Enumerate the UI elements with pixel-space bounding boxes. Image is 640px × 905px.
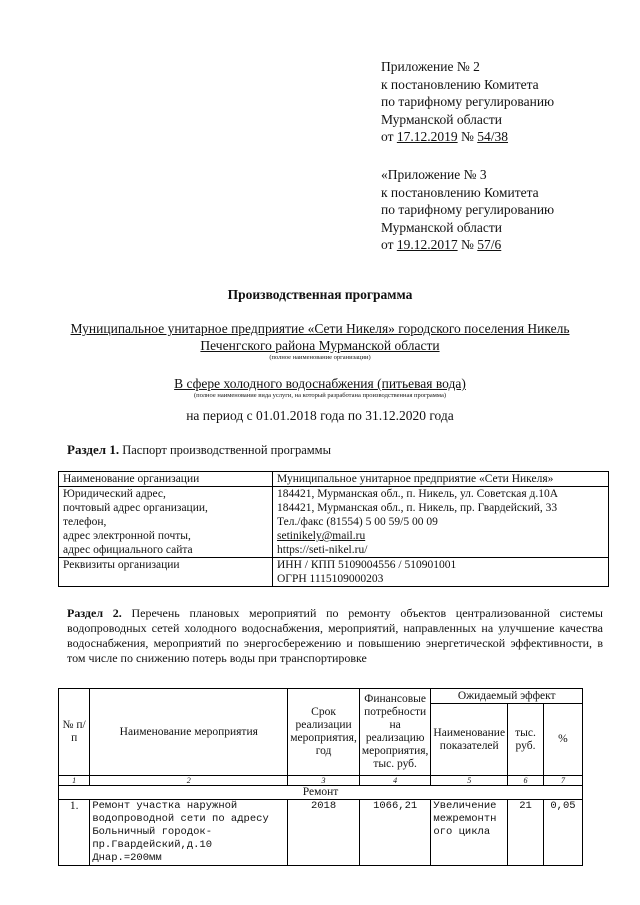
program-period: на период с 01.01.2018 года по 31.12.2020 года bbox=[186, 408, 454, 423]
organization-caption: (полное наименование организации) bbox=[269, 354, 371, 361]
index-cell: 5 bbox=[431, 776, 508, 786]
appendix-3-line3: по тарифному регулированию bbox=[381, 202, 555, 217]
header-percent: % bbox=[543, 704, 582, 776]
appendix-2-num-prefix: № bbox=[460, 129, 474, 144]
header-term: Срок реализации мероприятия, год bbox=[288, 689, 360, 776]
table-header-row bbox=[59, 689, 583, 704]
service-sphere: В сфере холодного водоснабжения (питьевая вода) bbox=[174, 376, 466, 391]
index-cell: 4 bbox=[359, 776, 431, 786]
section-1-heading bbox=[67, 442, 331, 458]
legal-address: 184421, Мурманская обл., п. Никель, ул. Советская д.10А bbox=[277, 488, 559, 500]
header-num: № п/п bbox=[59, 689, 90, 776]
appendix-3-line1: «Приложение № 3 bbox=[381, 167, 487, 182]
sphere-block bbox=[40, 376, 600, 400]
appendix-3-date-prefix: от bbox=[381, 237, 394, 252]
plan-table bbox=[58, 688, 583, 866]
table-group-row bbox=[59, 786, 583, 800]
service-sphere-caption: (полное наименование вида услуги, на который разработана производственная программа) bbox=[194, 392, 446, 399]
contacts-values bbox=[273, 487, 609, 558]
table-row bbox=[59, 487, 609, 558]
organization-name-line1: Муниципальное унитарное предприятие «Сети Никеля» городского поселения Никель bbox=[70, 321, 570, 336]
row-name-line: Больничный городок- bbox=[92, 826, 213, 838]
requisites-values bbox=[273, 558, 609, 587]
row-indicator-line: ого цикла bbox=[433, 826, 491, 838]
header-finance: Финансовые потребности на реализацию мероприятия, тыс. руб. bbox=[359, 689, 431, 776]
section-1-label: Раздел 1. bbox=[67, 442, 120, 457]
org-name-value: Муниципальное унитарное предприятие «Сети Никеля» bbox=[273, 472, 609, 487]
index-cell: 1 bbox=[59, 776, 90, 786]
requisites-label: Реквизиты организации bbox=[59, 558, 273, 587]
row-indicators bbox=[431, 800, 508, 866]
appendix-2-date-line bbox=[381, 128, 554, 146]
inn-kpp: ИНН / КПП 5109004556 / 510901001 bbox=[277, 559, 457, 571]
row-name-line: Ремонт участка наружной bbox=[92, 800, 238, 812]
organization-block bbox=[40, 320, 600, 362]
appendix-2-line1: Приложение № 2 bbox=[381, 59, 480, 74]
appendix-3-number: 57/6 bbox=[477, 237, 502, 252]
appendix-2-line4: Мурманской области bbox=[381, 111, 502, 127]
table-index-row bbox=[59, 776, 583, 786]
section-2-label: Раздел 2. bbox=[67, 606, 122, 620]
website-link[interactable]: https://seti-nikel.ru/ bbox=[277, 544, 368, 556]
header-thousand: тыс. руб. bbox=[508, 704, 544, 776]
org-name-label: Наименование организации bbox=[59, 472, 273, 487]
row-term: 2018 bbox=[288, 800, 360, 866]
contacts-label: адрес электронной почты, bbox=[63, 530, 191, 542]
header-effect: Ожидаемый эффект bbox=[431, 689, 583, 704]
section-1-text: Паспорт производственной программы bbox=[122, 443, 331, 457]
contacts-label: почтовый адрес организации, bbox=[63, 502, 208, 514]
index-cell: 6 bbox=[508, 776, 544, 786]
header-name: Наименование мероприятия bbox=[90, 689, 288, 776]
index-cell: 2 bbox=[90, 776, 288, 786]
appendix-2-block bbox=[381, 58, 554, 146]
row-name-line: пр.Гвардейский,д.10 Днар.=200мм bbox=[92, 839, 213, 864]
passport-table bbox=[58, 471, 609, 587]
row-thousand: 21 bbox=[508, 800, 544, 866]
phone: Тел./факс (81554) 5 00 59/5 00 09 bbox=[277, 516, 438, 528]
appendix-2-line3: по тарифному регулированию bbox=[381, 94, 555, 109]
section-2-heading bbox=[67, 606, 603, 666]
contacts-label: Юридический адрес, bbox=[63, 488, 166, 500]
contacts-label: адрес официального сайта bbox=[63, 544, 193, 556]
appendix-3-date-line bbox=[381, 236, 554, 254]
header-indicators: Наименование показателей bbox=[431, 704, 508, 776]
row-percent: 0,05 bbox=[543, 800, 582, 866]
email-link[interactable]: setinikely@mail.ru bbox=[277, 530, 366, 542]
row-finance: 1066,21 bbox=[359, 800, 431, 866]
appendix-2-line2: к постановлению Комитета bbox=[381, 76, 539, 92]
postal-address: 184421, Мурманская обл., п. Никель, пр. Гвардейский, 33 bbox=[277, 502, 558, 514]
appendix-2-date: 17.12.2019 bbox=[396, 129, 458, 144]
contacts-label: телефон, bbox=[63, 516, 107, 528]
appendix-3-line4: Мурманской области bbox=[381, 219, 502, 235]
appendix-3-block bbox=[381, 166, 554, 254]
organization-name-line2: Печенгского района Мурманской области bbox=[200, 338, 440, 353]
appendix-2-date-prefix: от bbox=[381, 129, 394, 144]
contacts-labels bbox=[59, 487, 273, 558]
appendix-2-number: 54/38 bbox=[477, 129, 509, 144]
row-num: 1. bbox=[59, 800, 90, 866]
document-title: Производственная программа bbox=[227, 287, 413, 302]
row-name-line: водопроводной сети по адресу bbox=[92, 813, 269, 825]
appendix-3-line2: к постановлению Комитета bbox=[381, 184, 539, 200]
index-cell: 7 bbox=[543, 776, 582, 786]
table-row bbox=[59, 558, 609, 587]
row-indicator-line: Увеличение bbox=[433, 800, 497, 812]
table-row bbox=[59, 800, 583, 866]
group-label: Ремонт bbox=[59, 786, 583, 800]
ogrn: ОГРН 1115109000203 bbox=[277, 573, 384, 585]
index-cell: 3 bbox=[288, 776, 360, 786]
row-indicator-line: межремонтн bbox=[433, 813, 497, 825]
appendix-3-num-prefix: № bbox=[460, 237, 474, 252]
table-row bbox=[59, 472, 609, 487]
appendix-3-date: 19.12.2017 bbox=[396, 237, 458, 252]
section-2-text: Перечень плановых мероприятий по ремонту объектов централизованной системы водопроводных сетей холодного водоснабжения, мероприятий, направленных на улучшение качества водоснабжения, мероприятий по энергосбережению и повышению энергетической эффективности, в том числе по снижению потерь воды при транспортировке bbox=[67, 606, 603, 665]
row-name bbox=[90, 800, 288, 866]
